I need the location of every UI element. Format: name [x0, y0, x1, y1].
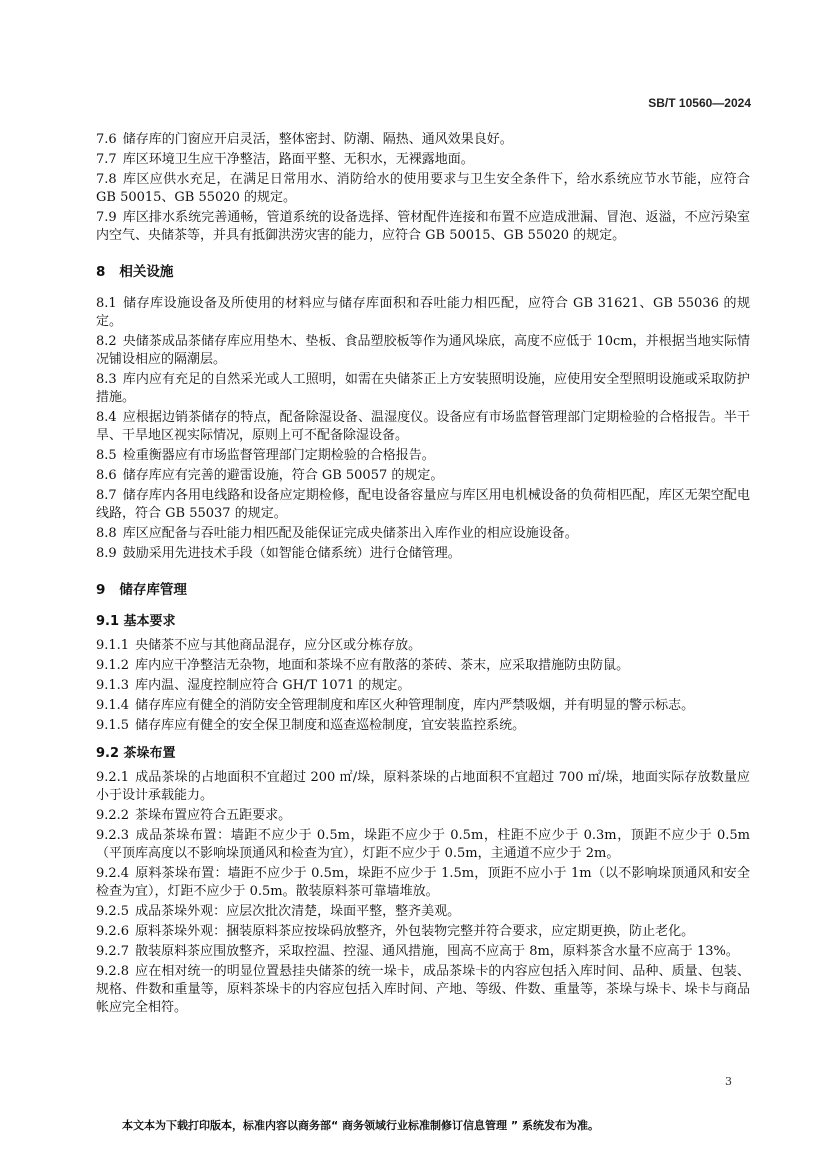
clause-text: 散装原料茶应围放整齐，采取控温、控湿、通风措施，囤高不应高于 8m，原料茶含水量不应高于 13%。: [135, 944, 739, 959]
clause: [96, 131, 750, 149]
section-7-clauses: [96, 131, 750, 245]
clause: [96, 637, 750, 655]
subsection-9-1-heading: 9.1 基本要求: [96, 614, 176, 629]
clause-number: 9.1.2: [96, 658, 130, 673]
clause: [96, 545, 750, 563]
section-8-heading: [96, 263, 750, 281]
clause-text: 库区排水系统完善通畅，管道系统的设备选择、管材配件连接和布置不应造成泄漏、冒泡、返溢，不应污染室内空气、央储茶等，并具有抵御洪涝灾害的能力，应符合 GB 50015、GB 55020 的规定。: [96, 210, 750, 243]
clause-number: 8.6: [96, 468, 117, 483]
clause: [96, 827, 750, 863]
page-number: 3: [725, 1075, 732, 1088]
clause-number: 9.2.7: [96, 944, 130, 959]
footer-notice: 本文本为下载打印版本，标准内容以商务部“ 商务领域行业标准制修订信息管理 ” 系统发布为准。: [122, 1119, 599, 1132]
clause: [96, 209, 750, 245]
clause-number: 9.1.1: [96, 638, 130, 653]
clause: [96, 923, 750, 941]
clause-text: 库区应配备与吞吐能力相匹配及能保证完成央储茶出入库作业的相应设施设备。: [122, 526, 578, 541]
clause-text: 央储茶成品茶储存库应用垫木、垫板、食品塑胶板等作为通风垛底，高度不应低于 10cm，并根据当地实际情况铺设相应的隔潮层。: [96, 334, 750, 367]
clause: [96, 943, 750, 961]
clause-text: 央储茶不应与其他商品混存，应分区或分栋存放。: [135, 638, 422, 653]
clause-number: 7.7: [96, 152, 117, 167]
clause-text: 成品茶垛的占地面积不宜超过 200 ㎡/垛，原料茶垛的占地面积不宜超过 700 ㎡/垛，地面实际存放数量应小于设计承载能力。: [96, 770, 750, 803]
clause: [96, 151, 750, 169]
clause-number: 9.1.4: [96, 698, 130, 713]
clause-text: 库内应有充足的自然采光或人工照明，如需在央储茶正上方安装照明设施，应使用安全型照明设施或采取防护措施。: [96, 372, 750, 405]
clause: [96, 171, 750, 207]
clause: [96, 371, 750, 407]
clause-number: 9.2.1: [96, 770, 130, 785]
clause-text: 储存库的门窗应开启灵活，整体密封、防潮、隔热、通风效果良好。: [122, 132, 513, 147]
clause-number: 8.5: [96, 448, 117, 463]
clause-text: 库内应干净整洁无杂物，地面和茶垛不应有散落的茶砖、茶末，应采取措施防虫防鼠。: [135, 658, 630, 673]
clause-number: 8.2: [96, 334, 117, 349]
subsection-9-2-clauses: [96, 769, 750, 1017]
clause-number: 8.1: [96, 296, 117, 311]
section-8-clauses: [96, 295, 750, 563]
clause-text: 应在相对统一的明显位置悬挂央储茶的统一垛卡，成品茶垛卡的内容应包括入库时间、品种、质量、包装、规格、件数和重量等，原料茶垛卡的内容应包括入库时间、产地、等级、件数、重量等，茶垛与垛卡、垛卡与商品帐应完全相符。: [96, 964, 750, 1015]
clause-number: 7.6: [96, 132, 117, 147]
section-number: 9: [96, 582, 106, 598]
clause-text: 应根据边销茶储存的特点，配备除湿设备、温湿度仪。设备应有市场监督管理部门定期检验的合格报告。半干旱、干旱地区视实际情况，原则上可不配备除湿设备。: [96, 410, 750, 443]
clause: [96, 447, 750, 465]
clause: [96, 657, 750, 675]
clause-text: 储存库应有完善的避雷设施，符合 GB 50057 的规定。: [122, 468, 444, 483]
clause: [96, 769, 750, 805]
clause: [96, 903, 750, 921]
clause-text: 储存库应有健全的消防安全管理制度和库区火种管理制度，库内严禁吸烟，并有明显的警示标志。: [135, 698, 695, 713]
clause-text: 原料茶垛布置：墙距不应少于 0.5m，垛距不应少于 1.5m，顶距不应小于 1m（以不影响垛顶通风和安全检查为宜），灯距不应少于 0.5m。散装原料茶可靠墙堆放。: [96, 866, 750, 899]
clause-number: 9.2.3: [96, 828, 130, 843]
clause-number: 9.2.8: [96, 964, 130, 979]
clause: [96, 807, 750, 825]
clause: [96, 525, 750, 543]
clause-text: 成品茶垛外观：应层次批次清楚，垛面平整，整齐美观。: [135, 904, 461, 919]
clause: [96, 333, 750, 369]
clause: [96, 963, 750, 1017]
clause: [96, 697, 750, 715]
section-9-heading: [96, 581, 750, 599]
section-number: 8: [96, 264, 106, 280]
clause-number: 8.4: [96, 410, 117, 425]
document-body: [96, 131, 750, 1019]
clause: [96, 865, 750, 901]
clause-number: 7.9: [96, 210, 117, 225]
clause-text: 成品茶垛布置：墙距不应少于 0.5m，垛距不应少于 0.5m，柱距不应少于 0.3m，顶距不应少于 0.5m（平顶库高度以不影响垛顶通风和检查为宜），灯距不应少于 0.5m，主通道不应少于 2m。: [96, 828, 750, 861]
section-title: 储存库管理: [119, 582, 187, 598]
clause-text: 库区应供水充足，在满足日常用水、消防给水的使用要求与卫生安全条件下，给水系统应节水节能，应符合 GB 50015、GB 55020 的规定。: [96, 172, 750, 205]
clause-text: 检重衡器应有市场监督管理部门定期检验的合格报告。: [122, 448, 435, 463]
clause-text: 库内温、湿度控制应符合 GH/T 1071 的规定。: [135, 678, 411, 693]
clause: [96, 295, 750, 331]
standard-code: SB/T 10560—2024: [648, 96, 751, 110]
clause: [96, 487, 750, 523]
clause-number: 8.3: [96, 372, 117, 387]
clause-number: 8.7: [96, 488, 117, 503]
clause-number: 9.2.6: [96, 924, 130, 939]
clause-number: 8.8: [96, 526, 117, 541]
clause-text: 茶垛布置应符合五距要求。: [135, 808, 292, 823]
clause-number: 7.8: [96, 172, 117, 187]
clause-number: 8.9: [96, 546, 117, 561]
clause: [96, 409, 750, 445]
clause-number: 9.2.4: [96, 866, 130, 881]
subsection-9-1-clauses: [96, 637, 750, 735]
clause-text: 储存库设施设备及所使用的材料应与储存库面积和吞吐能力相匹配，应符合 GB 31621、GB 55036 的规定。: [96, 296, 750, 329]
clause-number: 9.1.3: [96, 678, 130, 693]
clause-text: 储存库内各用电线路和设备应定期检修，配电设备容量应与库区用电机械设备的负荷相匹配，库区无架空配电线路，符合 GB 55037 的规定。: [96, 488, 750, 521]
clause-number: 9.1.5: [96, 718, 130, 733]
clause-number: 9.2.5: [96, 904, 130, 919]
section-title: 相关设施: [119, 264, 174, 280]
subsection-9-2-heading: 9.2 茶垛布置: [96, 746, 176, 761]
clause-text: 库区环境卫生应干净整洁，路面平整、无积水，无裸露地面。: [122, 152, 474, 167]
clause: [96, 467, 750, 485]
clause-text: 鼓励采用先进技术手段（如智能仓储系统）进行仓储管理。: [122, 546, 461, 561]
clause-text: 储存库应有健全的安全保卫制度和巡查巡检制度，宜安装监控系统。: [135, 718, 526, 733]
clause-text: 原料茶垛外观：捆装原料茶应按垛码放整齐，外包装物完整并符合要求，应定期更换，防止老化。: [135, 924, 695, 939]
clause-number: 9.2.2: [96, 808, 130, 823]
clause: [96, 717, 750, 735]
clause: [96, 677, 750, 695]
